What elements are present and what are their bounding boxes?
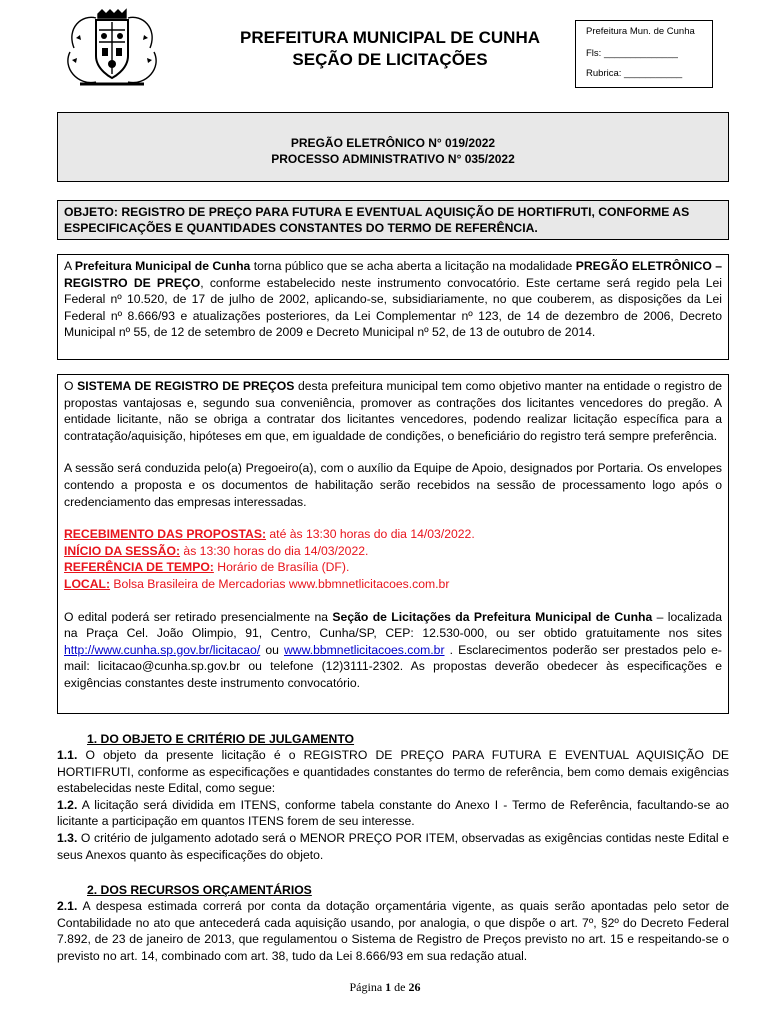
session-paragraph: A sessão será conduzida pelo(a) Pregoeiro(a), com o auxílio da Equipe de Apoio, designados por Portaria. Os envelopes contendo a proposta e os documentos de habilitação serão recebidos na sessão de processamento logo após o credenciamento das empresas interessadas.	[64, 461, 722, 509]
municipal-coat-of-arms	[62, 8, 162, 92]
item-1-3: 1.3. O critério de julgamento adotado será o MENOR PREÇO POR ITEM, observadas as exigências contidas neste Edital e seus Anexos quanto às especificações do objeto.	[57, 830, 729, 862]
organization-name: Prefeitura Municipal de Cunha	[74, 259, 251, 273]
page-number: 1	[385, 980, 392, 994]
session-location: LOCAL: Bolsa Brasileira de Mercadorias www.bbmnetlicitacoes.com.br	[64, 576, 450, 591]
edital-paragraph: O edital poderá ser retirado presencialmente na Seção de Licitações da Prefeitura Municipal de Cunha – localizada na Praça Cel. João Olimpio, 91, Centro, Cunha/SP, CEP: 12.530-000, ou ser obtido gratuitamente nos sites http://www.cunha.sp.gov.br/licitacao/ ou www.bbmnetlicitacoes.com.br . Esclarecimentos poderão ser prestados pelo e-mail: licitacao@cunha.sp.gov.br ou telefone (12)3111-2302. As propostas deverão obedecer às especificações e exigências constantes deste instrumento convocatório.	[64, 609, 722, 690]
cunha-licitacao-link[interactable]: http://www.cunha.sp.gov.br/licitacao/	[64, 642, 261, 657]
process-number: PROCESSO ADMINISTRATIVO N° 035/2022	[271, 152, 515, 166]
srp-box	[57, 374, 729, 714]
header-title-line2: SEÇÃO DE LICITAÇÕES	[292, 50, 488, 69]
header-title-line1: PREFEITURA MUNICIPAL DE CUNHA	[239, 28, 541, 47]
stamp-signature: Rubrica: ___________	[586, 68, 683, 79]
object-line2: ESPECIFICAÇÕES E QUANTIDADES CONSTANTES DO TERMO DE REFERÊNCIA.	[64, 221, 538, 235]
modality: PREGÃO ELETRÔNICO – REGISTRO DE PREÇO	[64, 259, 722, 290]
schedule-block	[64, 526, 722, 592]
tender-number: PREGÃO ELETRÔNICO N° 019/2022	[290, 136, 496, 150]
proposals-deadline: RECEBIMENTO DAS PROPOSTAS: até às 13:30 horas do dia 14/03/2022.	[64, 527, 475, 542]
section-1-title: 1. DO OBJETO E CRITÉRIO DE JULGAMENTO	[87, 732, 355, 746]
item-2-1: 2.1. A despesa estimada correrá por conta da dotação orçamentária vigente, as quais serão apontadas pelo setor de Contabilidade no ato que antecederá cada aquisição usando, por analogia, o que dispõe o art. 7º, §2º do Decreto Federal 7.892, de 23 de janeiro de 2013, que regulamentou o Sistema de Registro de Preços previsto no art. 15 e respeitando-se o previsto no art. 14, combinado com art. 38, tudo da Lei 8.666/93 em sua redação atual.	[57, 899, 729, 963]
stamp-municipality: Prefeitura Mun. de Cunha	[586, 26, 695, 37]
bbmnet-link[interactable]: www.bbmnetlicitacoes.com.br	[283, 642, 445, 657]
intro-box	[57, 254, 729, 360]
protocol-stamp	[575, 20, 713, 88]
section-2-title: 2. DOS RECURSOS ORÇAMENTÁRIOS	[87, 883, 312, 897]
page-footer: Página 1 de 26	[349, 980, 421, 994]
object-line1: OBJETO: REGISTRO DE PREÇO PARA FUTURA E EVENTUAL AQUISIÇÃO DE HORTIFRUTI, CONFORME AS	[64, 205, 690, 219]
section-1	[57, 731, 729, 863]
time-reference: REFERÊNCIA DE TEMPO: Horário de Brasília (DF).	[64, 560, 350, 575]
item-1-2: 1.2. A licitação será dividida em ITENS, conforme tabela constante do Anexo I - Termo de Referência, facultando-se ao licitante a participação em quantos ITENS forem de seu interesse.	[57, 797, 729, 829]
session-start: INÍCIO DA SESSÃO: às 13:30 horas do dia 14/03/2022.	[64, 543, 369, 558]
item-1-1: 1.1. O objeto da presente licitação é o REGISTRO DE PREÇO PARA FUTURA E EVENTUAL AQUISIÇÃO DE HORTIFRUTI, conforme as especificações e quantidades constantes do termo de referência, bem como demais exigências estabelecidas neste Edital, como segue:	[57, 748, 729, 796]
srp-term: SISTEMA DE REGISTRO DE PREÇOS	[77, 379, 295, 393]
intro-paragraph: A Prefeitura Municipal de Cunha torna público que se acha aberta a licitação na modalidade PREGÃO ELETRÔNICO – REGISTRO DE PREÇO, conforme estabelecido neste instrumento convocatório. Este certame será regido pela Lei Federal nº 10.520, de 17 de julho de 2002, aplicando-se, subsidiariamente, no que couberem, as disposições da Lei Federal nº 8.666/93 e atualizações posteriores, da Lei Complementar nº 123, de 14 de dezembro de 2006, Decreto Municipal nº 55, de 12 de setembro de 2009 e Decreto Municipal nº 52, de 13 de outubro de 2014.	[64, 259, 722, 340]
section-2	[57, 882, 729, 964]
page-total: 26	[408, 980, 421, 994]
object-box	[57, 200, 729, 240]
srp-paragraph: O SISTEMA DE REGISTRO DE PREÇOS desta prefeitura municipal tem como objetivo manter na entidade o registro de propostas vantajosas e, segundo sua conveniência, promover as contrações dos licitantes vencedores do pregão. A entidade licitante, não se obriga a contratar dos licitantes vencedores, podendo realizar licitação específica para a contratação/aquisição, hipóteses em que, em igualdade de condições, o beneficiário do registro terá sempre preferência.	[64, 379, 722, 443]
tender-title-box	[57, 112, 729, 182]
stamp-folio: Fls: ______________	[586, 48, 678, 59]
